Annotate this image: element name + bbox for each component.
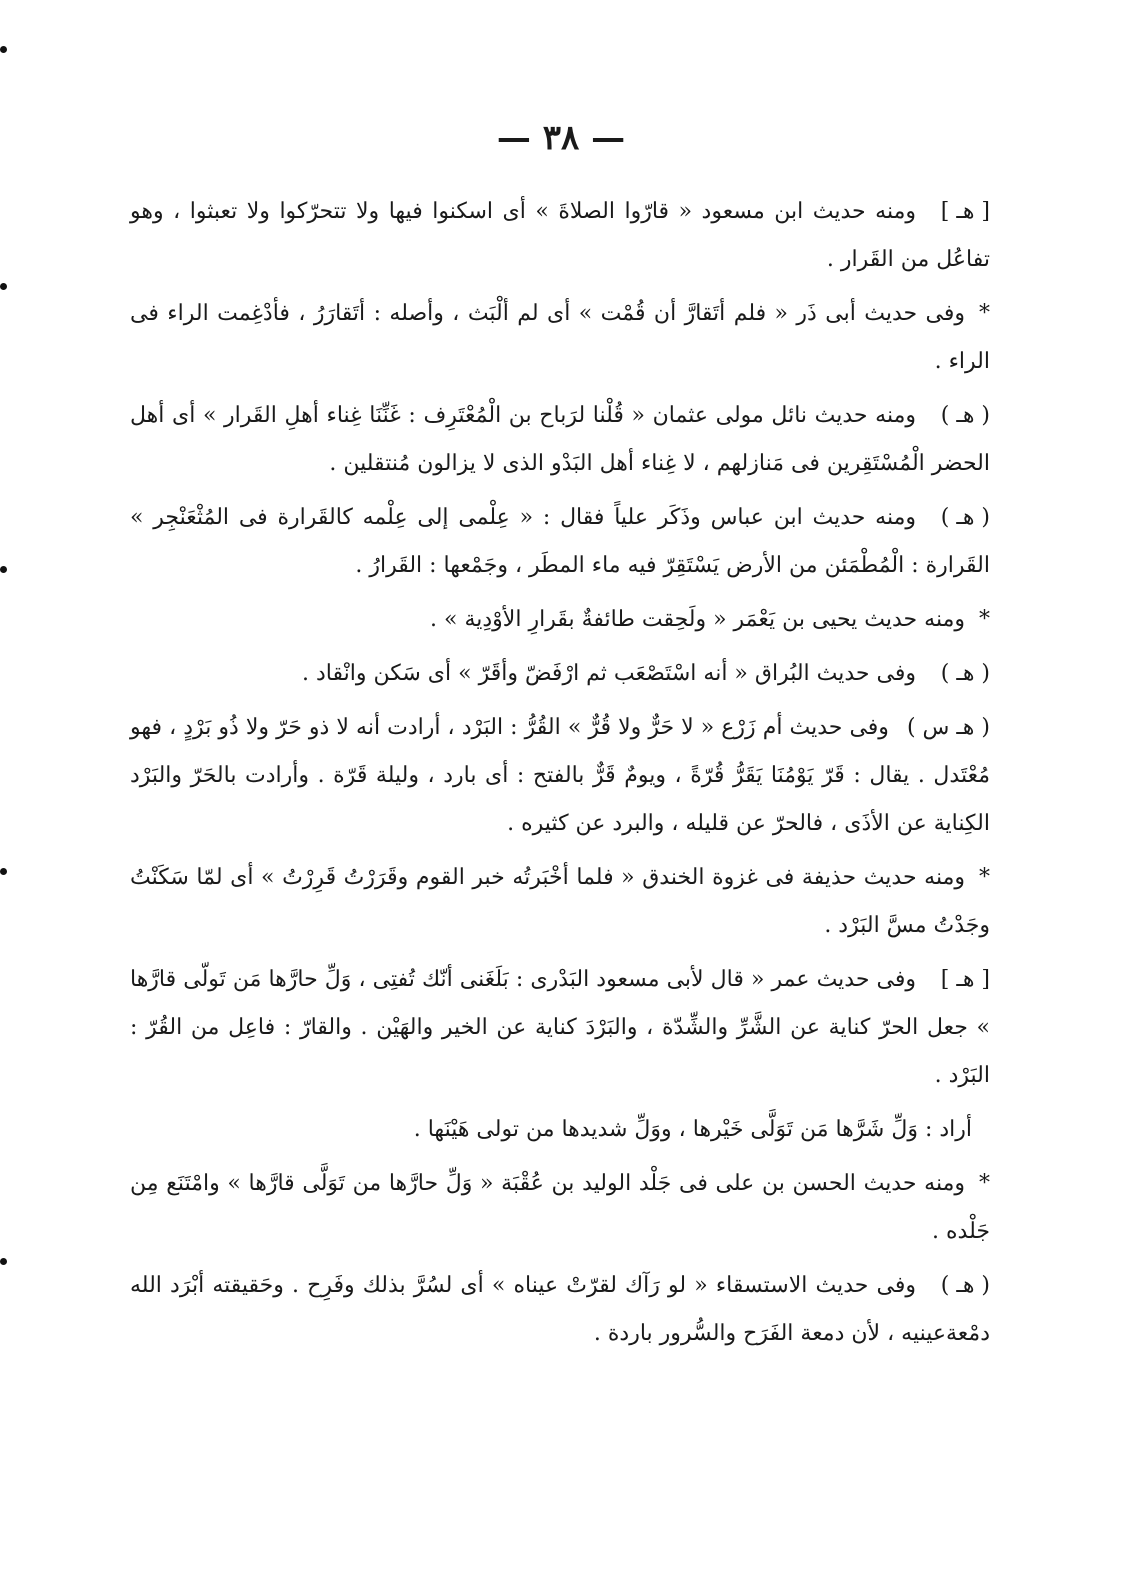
- paragraph-text: أراد : وَلِّ شَرَّها مَن تَوَلَّى خَيْرها ، ووَلِّ شديدها من تولى هَيْنَها .: [413, 1117, 972, 1142]
- entry-marker: ( هـ ): [940, 1273, 990, 1298]
- paragraph-text: وفى حديث البُراق « أنه اسْتَصْعَب ثم ارْفَضّ وأقَرّ » أى سَكن وانْقاد .: [302, 661, 916, 686]
- paragraph: [130, 188, 990, 284]
- scan-edge-mark: [0, 868, 7, 875]
- entry-marker: [ هـ ]: [940, 199, 990, 224]
- entry-marker: *: [979, 1171, 990, 1196]
- entry-marker: ( هـ ): [940, 661, 990, 686]
- entry-marker: [ هـ ]: [940, 967, 990, 992]
- paragraph: [130, 956, 990, 1100]
- scan-edge-mark: [0, 283, 7, 290]
- paragraph-text: وفى حديث الاستسقاء « لو رَآك لقرّتْ عيناه » أى لسُرَّ بذلك وفَرِح . وحَقيقته أبْرَد الله دمْعةعينيه ، لأن دمعة الفَرَح والسُّرور باردة .: [130, 1273, 990, 1346]
- paragraph: [130, 704, 990, 848]
- main-text: [130, 188, 990, 1364]
- entry-marker: ( هـ ): [940, 505, 990, 530]
- paragraph-text: وفى حديث عمر « قال لأبى مسعود البَدْرى : بَلَغَنى أنّك تُفتِى ، وَلِّ حارَّها مَن تَولّى قارَّها » جعل الحرّ كناية عن الشَّرِّ والشِّدّة ، والبَرْدَ كناية عن الخير والهَيْن . والقارّ : فاعِل من القُرّ : البَرْد .: [130, 967, 990, 1088]
- entry-marker: ( هـ ): [940, 403, 990, 428]
- scan-edge-mark: [0, 566, 7, 573]
- paragraph: [130, 596, 990, 644]
- paragraph: [130, 1160, 990, 1256]
- paragraph-text: ومنه حديث يحيى بن يَعْمَر « ولَحِقت طائفةٌ بقَرارِ الأوْدِية » .: [430, 607, 965, 632]
- paragraph-text: ومنه حديث حذيفة فى غزوة الخندق « فلما أخْبَرتُه خبر القوم وقَرَرْتُ قَرِرْتُ » أى لمّا سَكَنْتُ وجَدْتُ مسَّ البَرْد .: [130, 865, 990, 938]
- scan-edge-mark: [0, 1258, 7, 1265]
- paragraph-text: ومنه حديث ابن مسعود « قارّوا الصلاةَ » أى اسكنوا فيها ولا تتحرّكوا ولا تعبثوا ، وهو تفاعُل من القَرار .: [130, 199, 990, 272]
- entry-marker: ( هـ س ): [906, 715, 990, 740]
- paragraph-text: ومنه حديث الحسن بن على فى جَلْد الوليد بن عُقْبَة « وَلِّ حارَّها من تَوَلَّى قارَّها » وامْتَنَع مِن جَلْده .: [130, 1171, 990, 1244]
- paragraph: [130, 1262, 990, 1358]
- paragraph: [130, 650, 990, 698]
- entry-marker: *: [979, 607, 990, 632]
- scan-edge-mark: [0, 46, 7, 53]
- paragraph: [130, 392, 990, 488]
- paragraph-text: ومنه حديث نائل مولى عثمان « قُلْنا لرَباح بن الْمُعْتَرِف : غَنِّنَا غِناء أهلِ القَرار » أى أهل الحضر الْمُسْتَقِرين فى مَنازلهم ، لا غِناء أهل البَدْو الذى لا يزالون مُنتقلين .: [130, 403, 990, 476]
- entry-marker: *: [979, 301, 990, 326]
- paragraph: [130, 494, 990, 590]
- paragraph-text: وفى حديث أم زَرْع « لا حَرٌّ ولا قُرٌّ » القُرُّ : البَرْد ، أرادت أنه لا ذو حَرّ ولا ذُو بَرْدٍ ، فهو مُعْتَدل . يقال : قَرّ يَوْمُنَا يَقَرُّ قُرّةً ، ويومٌ قَرٌّ بالفتح : أى بارد ، وليلة قَرّة . وأرادت بالحَرّ والبَرْد الكِناية عن الأذَى ، فالحرّ عن قليله ، والبرد عن كثيره .: [130, 715, 990, 836]
- paragraph-text: وفى حديث أبى ذَر « فلم أتَقارَّ أن قُمْت » أى لم ألْبَث ، وأصله : أتَقارَرُ ، فأدْغِمت الراء فى الراء .: [130, 301, 990, 374]
- entry-marker: *: [979, 865, 990, 890]
- paragraph-text: ومنه حديث ابن عباس وذَكَر علياً فقال : « عِلْمى إلى عِلْمه كالقَرارة فى المُثْعَنْجِر » القَرارة : الْمُطْمَئن من الأرض يَسْتَقِرّ فيه ماء المطَر ، وجَمْعها : القَرارُ .: [130, 505, 990, 578]
- page-number: — ٣٨ —: [496, 118, 626, 158]
- paragraph: [130, 1106, 990, 1154]
- paragraph: [130, 854, 990, 950]
- paragraph: [130, 290, 990, 386]
